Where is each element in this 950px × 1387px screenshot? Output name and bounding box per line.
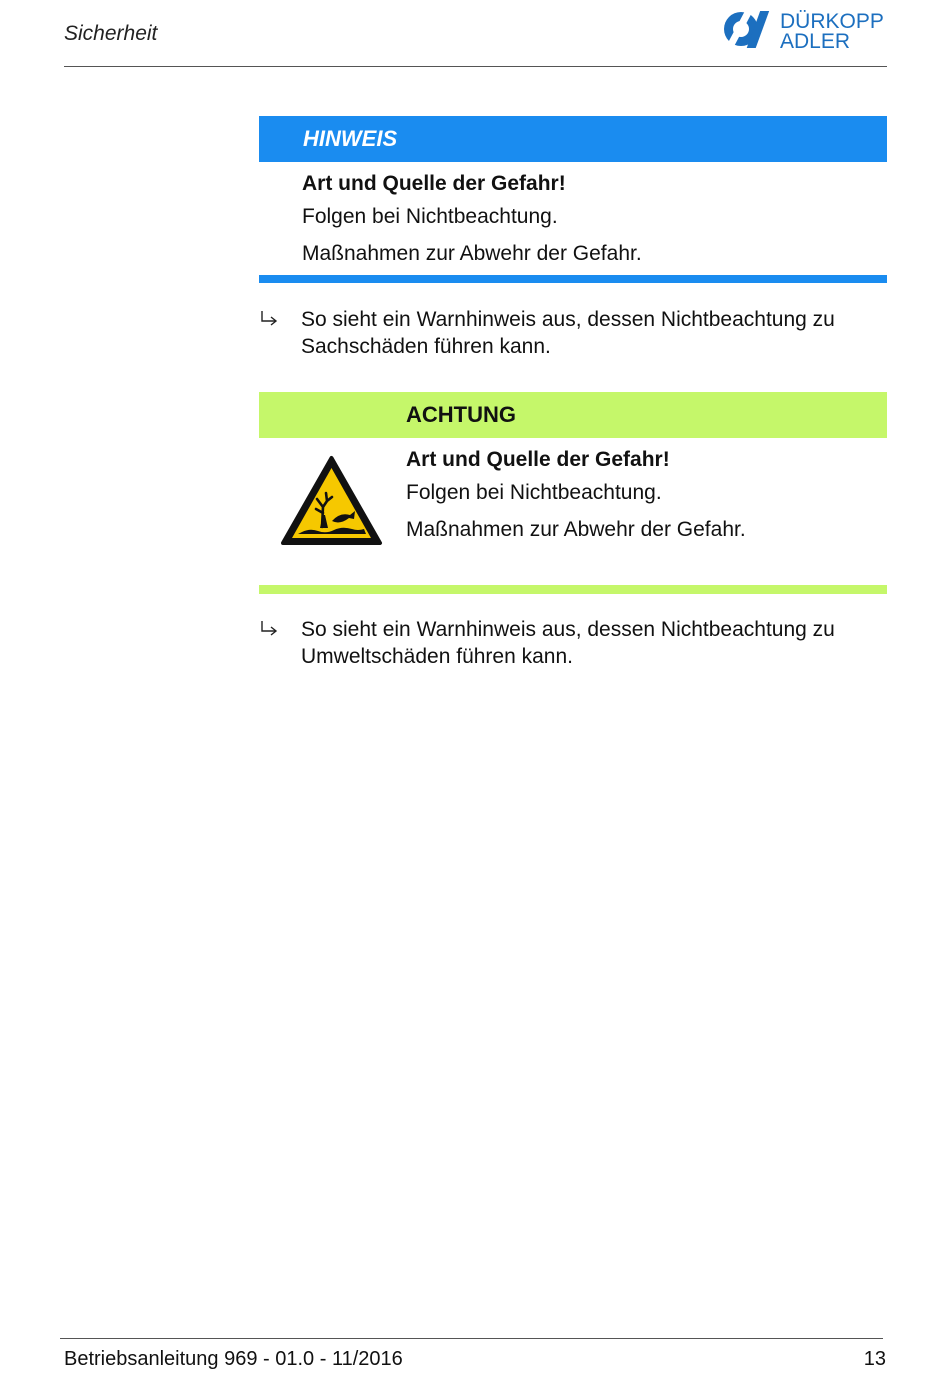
logo-text-1: DÜRKOPP bbox=[780, 10, 884, 33]
footer-divider bbox=[60, 1338, 883, 1339]
hinweis-header-bar bbox=[259, 116, 887, 162]
result-arrow-icon bbox=[259, 306, 281, 333]
achtung-heading: ACHTUNG bbox=[406, 402, 516, 427]
hinweis-result-line-2: Sachschäden führen kann. bbox=[301, 335, 551, 358]
page-number: 13 bbox=[863, 1348, 886, 1370]
achtung-measures: Maßnahmen zur Abwehr der Gefahr. bbox=[406, 518, 746, 541]
achtung-consequences: Folgen bei Nichtbeachtung. bbox=[406, 481, 662, 504]
achtung-source: Art und Quelle der Gefahr! bbox=[406, 448, 670, 471]
hinweis-bottom-bar bbox=[259, 275, 887, 283]
header-divider bbox=[64, 66, 887, 67]
hinweis-consequences: Folgen bei Nichtbeachtung. bbox=[302, 205, 558, 228]
environmental-hazard-icon bbox=[280, 455, 383, 547]
result-arrow-icon bbox=[259, 616, 281, 643]
duerkopp-adler-logo bbox=[722, 6, 892, 52]
achtung-header-bar bbox=[259, 392, 887, 438]
achtung-result-line-1: So sieht ein Warnhinweis aus, dessen Nichtbeachtung zu bbox=[301, 618, 835, 641]
hinweis-measures: Maßnahmen zur Abwehr der Gefahr. bbox=[302, 242, 642, 265]
hinweis-source: Art und Quelle der Gefahr! bbox=[302, 172, 566, 195]
achtung-result-line-2: Umweltschäden führen kann. bbox=[301, 645, 573, 668]
logo-text-2: ADLER bbox=[780, 30, 851, 52]
footer-document-info: Betriebsanleitung 969 - 01.0 - 11/2016 bbox=[64, 1348, 403, 1370]
page-section-title: Sicherheit bbox=[64, 22, 158, 45]
achtung-bottom-bar bbox=[259, 585, 887, 594]
hinweis-result-line-1: So sieht ein Warnhinweis aus, dessen Nichtbeachtung zu bbox=[301, 308, 835, 331]
hinweis-heading: HINWEIS bbox=[303, 126, 398, 151]
